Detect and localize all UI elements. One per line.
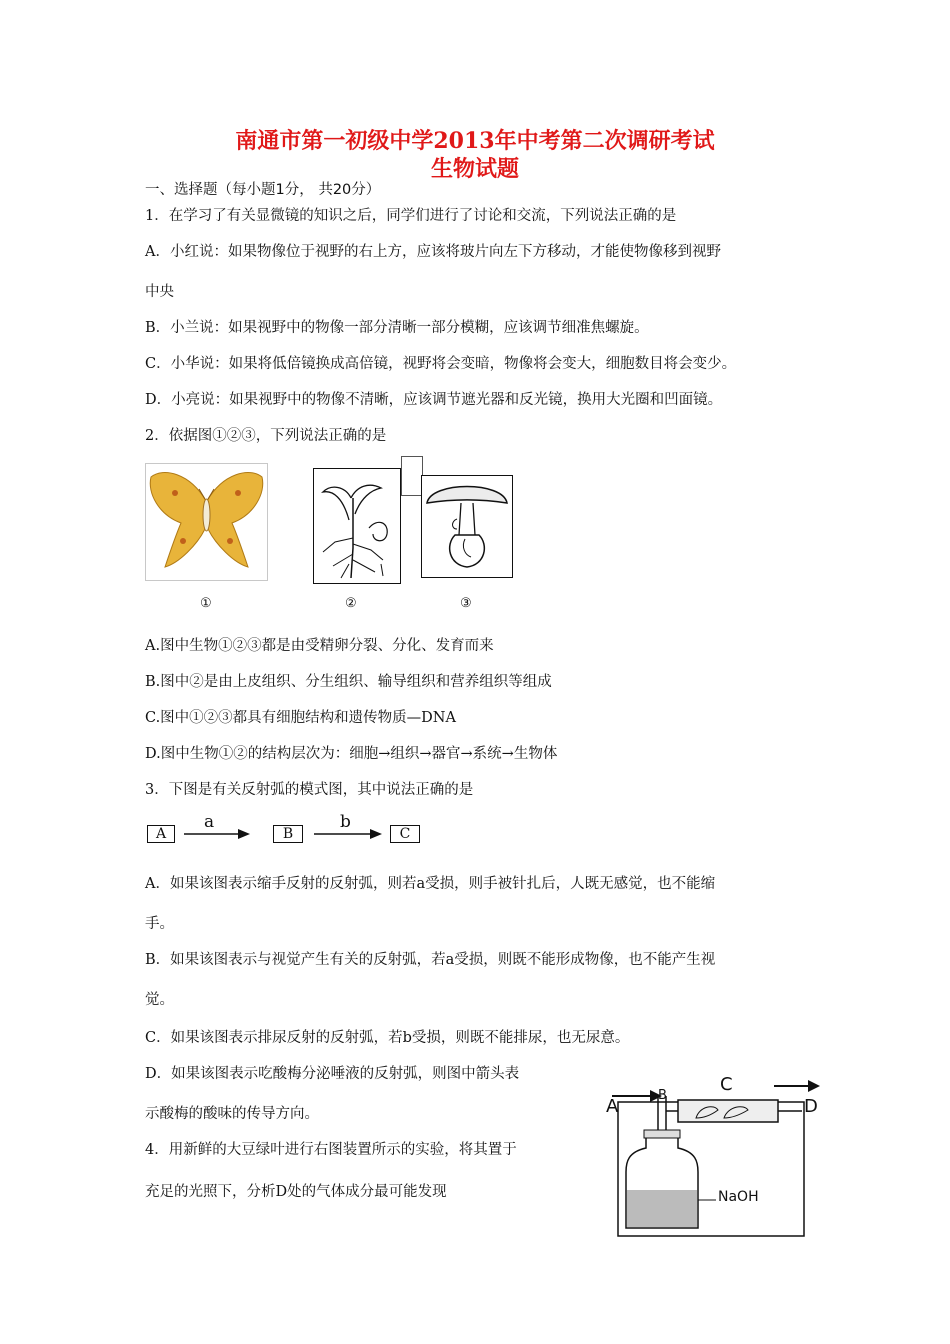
- q1-option-a-cont: 中央: [145, 284, 174, 300]
- q3-option-d: D．如果该图表示吃酸梅分泌唾液的反射弧，则图中箭头表: [145, 1066, 520, 1082]
- reflex-box-c: C: [390, 825, 420, 843]
- q1-option-c: C．小华说：如果将低倍镜换成高倍镜，视野将会变暗，物像将会变大，细胞数目将会变少。: [145, 356, 737, 372]
- apparatus-label-naoh: NaOH: [718, 1189, 759, 1205]
- q2-option-b: B.图中②是由上皮组织、分生组织、输导组织和营养组织等组成: [145, 674, 552, 690]
- q3-option-d-cont: 示酸梅的酸味的传导方向。: [145, 1106, 319, 1122]
- apparatus-label-d: D: [804, 1096, 818, 1117]
- exam-title: 南通市第一初级中学2013年中考第二次调研考试: [235, 128, 715, 154]
- seedling-label-box: [401, 456, 423, 496]
- section-heading: 一、选择题（每小题1分， 共20分）: [145, 182, 381, 198]
- q1-option-d: D．小亮说：如果视野中的物像不清晰，应该调节遮光器和反光镜，换用大光圈和凹面镜。: [145, 392, 723, 408]
- q2-stem: 2．依据图①②③，下列说法正确的是: [145, 428, 387, 444]
- apparatus-figure: [606, 1072, 822, 1240]
- apparatus-label-c: C: [720, 1074, 733, 1095]
- q3-option-b: B．如果该图表示与视觉产生有关的反射弧，若a受损，则既不能形成物像，也不能产生视: [145, 952, 716, 968]
- q3-option-a-cont: 手。: [145, 916, 174, 932]
- reflex-box-a: A: [147, 825, 175, 843]
- q1-option-b: B．小兰说：如果视野中的物像一部分清晰一部分模糊，应该调节细准焦螺旋。: [145, 320, 649, 336]
- arrow-label-a: a: [204, 812, 215, 832]
- q2-option-c: C.图中①②③都具有细胞结构和遗传物质—DNA: [145, 710, 456, 726]
- arrow-b: [312, 828, 384, 840]
- mushroom-figure: [421, 475, 513, 578]
- q2-option-d: D.图中生物①②的结构层次为：细胞→组织→器官→系统→生物体: [145, 746, 558, 762]
- figure-caption-3: ③: [460, 596, 472, 611]
- q4-stem: 4．用新鲜的大豆绿叶进行右图装置所示的实验，将其置于: [145, 1142, 517, 1158]
- figure-caption-1: ①: [200, 596, 212, 611]
- q4-stem-cont: 充足的光照下，分析D处的气体成分最可能发现: [145, 1184, 447, 1200]
- moth-figure: [145, 463, 268, 581]
- q1-option-a: A．小红说：如果物像位于视野的右上方，应该将玻片向左下方移动，才能使物像移到视野: [145, 244, 721, 260]
- arrow-label-b: b: [340, 812, 351, 832]
- q1-stem: 1．在学习了有关显微镜的知识之后，同学们进行了讨论和交流，下列说法正确的是: [145, 208, 677, 224]
- q3-stem: 3．下图是有关反射弧的模式图，其中说法正确的是: [145, 782, 474, 798]
- q3-option-c: C．如果该图表示排尿反射的反射弧，若b受损，则既不能排尿，也无尿意。: [145, 1030, 630, 1046]
- q3-option-a: A．如果该图表示缩手反射的反射弧，则若a受损，则手被针扎后，人既无感觉，也不能缩: [145, 876, 716, 892]
- arrow-a: [182, 828, 252, 840]
- apparatus-label-a: A: [606, 1096, 619, 1117]
- exam-subtitle: 生物试题: [430, 156, 519, 182]
- apparatus-label-b: B: [658, 1088, 667, 1103]
- q3-option-b-cont: 觉。: [145, 992, 174, 1008]
- figure-caption-2: ②: [345, 596, 357, 611]
- seedling-figure: [313, 468, 401, 584]
- reflex-box-b: B: [273, 825, 303, 843]
- q2-option-a: A.图中生物①②③都是由受精卵分裂、分化、发育而来: [145, 638, 494, 654]
